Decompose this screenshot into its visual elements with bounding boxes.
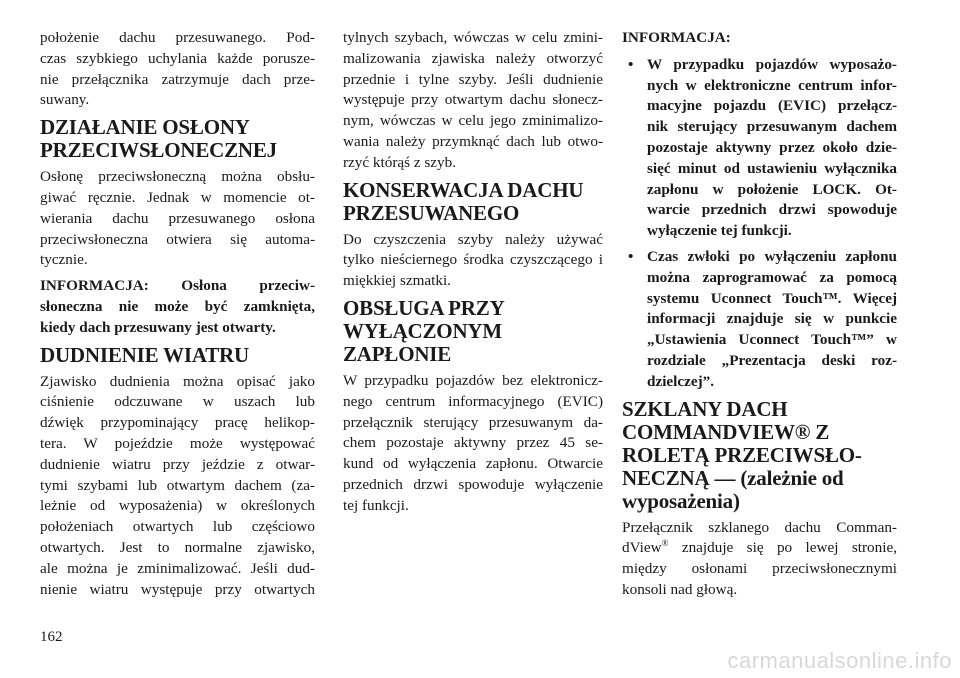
text-line: W przypadku pojazdów bez elektronicz- <box>343 371 603 389</box>
bullet-icon: • <box>628 247 634 265</box>
text-line: COMMANDVIEW® Z <box>622 419 830 444</box>
text-line: INFORMACJA: Osłona przeciw- <box>40 277 315 295</box>
text-line: zapłonu w położenie LOCK. Ot- <box>647 180 897 198</box>
text-line: dudnienie wiatru przy jeździe z otwar- <box>40 455 315 473</box>
text-line: dźwięk przypominający pracę helikop- <box>40 414 315 432</box>
text-line: kund od wyłączenia zapłonu. Otwarcie <box>343 455 603 473</box>
text-line: „Ustawienia Uconnect Touch™” w <box>647 331 897 349</box>
text-line: tera. W pojeździe może występować <box>40 434 315 452</box>
text-line: Osłonę przeciwsłoneczną można obsłu- <box>40 168 315 186</box>
text-line: INFORMACJA: <box>622 29 731 46</box>
text-line: między osłonami przeciwsłonecznymi <box>622 560 897 578</box>
text-line: przełącznik sterujący przesuwanym da- <box>343 413 603 431</box>
text-line: ZAPŁONIE <box>343 341 452 366</box>
section-heading <box>622 398 897 513</box>
text-line: malizowania zjawiska należy otworzyć <box>343 49 603 67</box>
text-line: DUDNIENIE WIATRU <box>40 342 249 367</box>
text-line: tylko nieściernego środka czyszczącego i <box>343 251 603 269</box>
text-line: położeniach otwartych lub częściowo <box>40 518 315 536</box>
text-line: rozdziale „Prezentacja deski roz- <box>647 351 897 369</box>
text-line: informacji znajduje się w punkcie <box>647 310 897 328</box>
section-heading <box>40 344 315 367</box>
text-line: suwany. <box>40 91 90 109</box>
text-line: położenie dachu przesuwanego. Pod- <box>40 29 315 46</box>
text-line: przednie i tylne szyby. Jeśli dudnienie <box>343 70 603 88</box>
text-line: słoneczna nie może być zamknięta, <box>40 297 315 315</box>
text-line: tylnych szybach, wówczas w celu zmini- <box>343 29 603 46</box>
text-line: występuje przy otwartym dachu słonecz- <box>343 91 603 109</box>
text-line: PRZESUWANEGO <box>343 200 520 225</box>
text-line: Do czyszczenia szyby należy używać <box>343 230 603 248</box>
text-line: KONSERWACJA DACHU <box>343 177 584 202</box>
column-middle <box>343 28 603 522</box>
note-label <box>622 28 897 49</box>
text-line: czas szybkiego uchylania każde porusze- <box>40 49 315 67</box>
text-line: ciśnienie odczuwane w uszach lub <box>40 393 315 411</box>
text-line: rzyć którąś z szyb. <box>343 153 457 171</box>
text-line: Zjawisko dudnienia można opisać jako <box>40 372 315 390</box>
text-line: W przypadku pojazdów wyposażo- <box>647 55 897 73</box>
body-paragraph <box>343 230 603 292</box>
text-line: nik sterujący przesuwanym dachem <box>647 118 897 136</box>
text-line: ROLETĄ PRZECIWSŁO- <box>622 442 862 467</box>
text-line: nego centrum informacyjnego (EVIC) <box>343 392 603 410</box>
text-line: ale można je zminimalizować. Jeśli dud- <box>40 559 315 577</box>
text-line: leżnie od wyposażenia) w określonych <box>40 497 315 515</box>
text-line: tymi szybami lub otwartym dachem (za- <box>40 476 315 494</box>
text-line: przeciwsłoneczna otwiera się automa- <box>40 230 315 248</box>
column-right <box>622 28 897 606</box>
text-line: PRZECIWSŁONECZNEJ <box>40 138 277 163</box>
text-line: OBSŁUGA PRZY <box>343 295 505 320</box>
body-paragraph <box>622 518 897 601</box>
bullet-item <box>622 55 897 242</box>
bullet-item <box>622 247 897 393</box>
body-paragraph <box>343 28 603 174</box>
section-heading <box>343 179 603 225</box>
bullet-icon: • <box>628 55 634 73</box>
text-line: DZIAŁANIE OSŁONY <box>40 115 250 140</box>
text-line: kiedy dach przesuwany jest otwarty. <box>40 318 276 336</box>
text-line: przednich drzwi spowoduje wyłączenie <box>343 475 603 493</box>
text-line: otwartych. Jest to normalne zjawisko, <box>40 538 315 556</box>
text-line: dzielczej”. <box>647 372 715 390</box>
text-line: NECZNĄ — (zależnie od <box>622 465 844 490</box>
page-number: 162 <box>40 629 63 645</box>
text-line: miękkiej szmatki. <box>343 272 451 290</box>
watermark: carmanualsonline.info <box>727 648 952 673</box>
body-paragraph <box>343 371 603 517</box>
body-paragraph <box>40 372 315 601</box>
text-line: tej funkcji. <box>343 496 409 514</box>
text-line: giwać ręcznie. Jednak w momencie ot- <box>40 188 315 206</box>
text-line: macyjne pojazdu (EVIC) przełącz- <box>647 97 897 115</box>
text-line: SZKLANY DACH <box>622 396 788 421</box>
text-line: Przełącznik szklanego dachu Comman- <box>622 518 897 536</box>
text-line: wyposażenia) <box>622 488 740 513</box>
text-line: WYŁĄCZONYM <box>343 318 502 343</box>
text-line: nienie wiatru występuje przy otwartych <box>40 580 315 598</box>
section-heading <box>40 116 315 162</box>
column-left <box>40 28 315 605</box>
text-line: wania należy przymknąć dach lub otwo- <box>343 132 603 150</box>
text-line: pozostaje aktywny przez około dzie- <box>647 138 897 156</box>
text-line: Czas zwłoki po wyłączeniu zapłonu <box>647 247 897 265</box>
note-paragraph <box>40 276 315 338</box>
text-line: dView® znajduje się po lewej stronie, <box>622 538 897 557</box>
body-paragraph <box>40 167 315 271</box>
text-line: wierania dachu przesuwanego osłona <box>40 209 315 227</box>
text-line: tycznie. <box>40 251 88 269</box>
text-line: systemu Uconnect Touch™. Więcej <box>647 289 897 307</box>
text-line: nie przełącznika zatrzymuje dach prze- <box>40 70 315 88</box>
section-heading <box>343 297 603 366</box>
text-line: nych w elektroniczne centrum infor- <box>647 76 897 94</box>
text-line: warcie przednich drzwi spowoduje <box>647 201 897 219</box>
text-line: sięć minut od ustawieniu wyłącznika <box>647 159 897 177</box>
body-paragraph <box>40 28 315 111</box>
text-line: konsoli nad głową. <box>622 580 738 598</box>
text-line: nym, wówczas w celu jego zminimalizo- <box>343 112 603 130</box>
text-line: można zaprogramować za pomocą <box>647 268 897 286</box>
text-line: wyłączenie tej funkcji. <box>647 222 792 240</box>
text-line: chem pozostaje aktywny przez 45 se- <box>343 434 603 452</box>
